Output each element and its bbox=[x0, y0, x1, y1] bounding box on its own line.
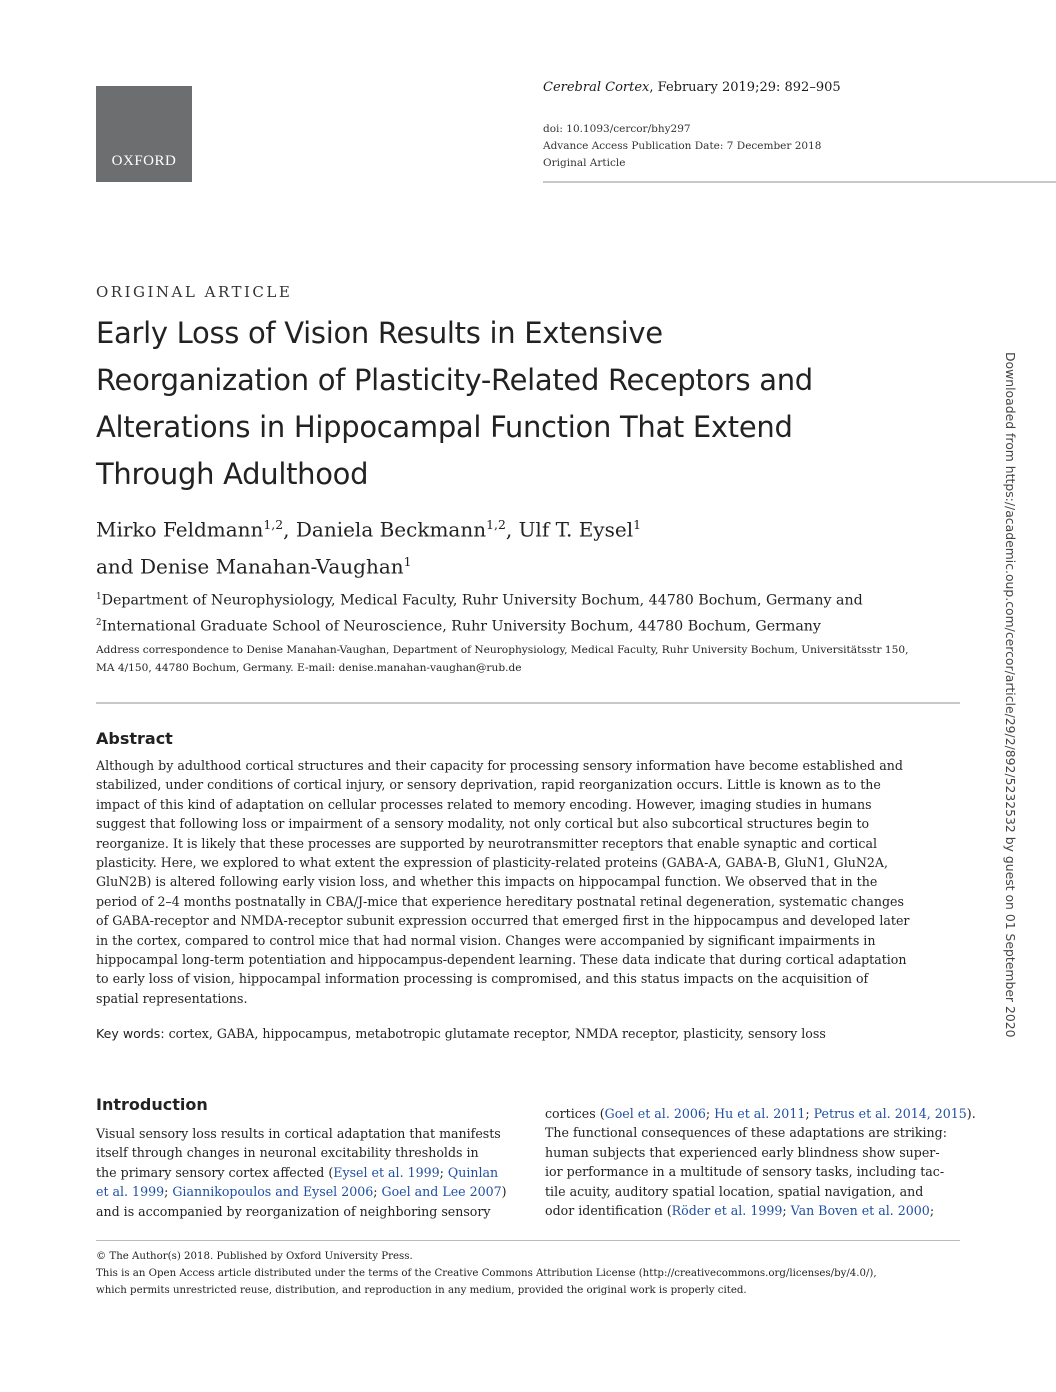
introduction-left-column bbox=[96, 1124, 507, 1221]
text-line: the primary sensory cortex affected (Eysel et al. 1999; Quinlan bbox=[96, 1164, 499, 1180]
text-line: et al. 1999; Giannikopoulos and Eysel 2006; Goel and Lee 2007) bbox=[96, 1184, 507, 1200]
author-name: and Denise Manahan-Vaughan bbox=[96, 554, 404, 579]
author-line: Mirko Feldmann$^{1,2}$, Daniela Beckmann$^{1,2}$, Ulf T. Eysel$^1$ bbox=[96, 517, 641, 542]
text-line: ior performance in a multitude of sensory tasks, including tac- bbox=[545, 1164, 945, 1180]
citation-link[interactable]: Giannikopoulos and Eysel 2006 bbox=[172, 1184, 374, 1200]
journal-citation bbox=[543, 80, 841, 95]
abstract-line: reorganize. It is likely that these processes are supported by neurotransmitter receptors that enable synaptic and cortical bbox=[96, 835, 878, 851]
text-line: Visual sensory loss results in cortical adaptation that manifests bbox=[96, 1126, 501, 1141]
author-name: Daniela Beckmann bbox=[295, 517, 487, 542]
author-name: Mirko Feldmann bbox=[96, 517, 264, 542]
oxford-logo-text: OXFORD bbox=[111, 153, 177, 169]
citation-link[interactable]: Petrus et al. 2014, 2015 bbox=[813, 1106, 967, 1121]
correspondence-line: MA 4/150, 44780 Bochum, Germany. E-mail: denise.manahan-vaughan@rub.de bbox=[96, 662, 522, 674]
affiliation: $^1$Department of Neurophysiology, Medical Faculty, Ruhr University Bochum, 44780 Bochum, Germany and bbox=[96, 592, 863, 609]
keywords-label: Key words: bbox=[96, 1026, 165, 1041]
citation-link[interactable]: Goel and Lee 2007 bbox=[381, 1184, 502, 1200]
text-line: The functional consequences of these adaptations are striking: bbox=[545, 1125, 947, 1141]
author-affil-sup: 1 bbox=[633, 517, 641, 532]
journal-name: Cerebral Cortex bbox=[543, 80, 650, 95]
abstract-rule bbox=[96, 702, 960, 704]
citation-link[interactable]: Van Boven et al. 2000 bbox=[790, 1203, 930, 1219]
author-list bbox=[96, 509, 641, 582]
introduction-heading: Introduction bbox=[96, 1095, 208, 1114]
text-line: tile acuity, auditory spatial location, spatial navigation, and bbox=[545, 1183, 924, 1199]
citation-link[interactable]: Quinlan bbox=[447, 1164, 499, 1180]
oxford-logo bbox=[96, 86, 192, 182]
abstract-line: impact of this kind of adaptation on cellular processes related to memory encoding. However, imaging studies in humans bbox=[96, 796, 872, 812]
abstract-line: period of 2–4 months postnatally in CBA/J-mice that experience hereditary postnatal retinal degeneration, systematic changes bbox=[96, 893, 904, 909]
abstract-line: suggest that following loss or impairment of a sensory modality, not only cortical but also subcortical structures begin to bbox=[96, 816, 870, 832]
abstract-line: of GABA-receptor and NMDA-receptor subunit expression occurred that emerged first in the hippocampus and developed later bbox=[96, 913, 910, 929]
doi[interactable]: doi: 10.1093/cercor/bhy297 bbox=[543, 123, 691, 135]
abstract-heading: Abstract bbox=[96, 729, 173, 748]
title-line: Alterations in Hippocampal Function That Extend bbox=[96, 410, 793, 444]
download-watermark: Downloaded from https://academic.oup.com/cercor/article/29/2/892/5232532 by guest on 01 September 2020 bbox=[1003, 352, 1018, 1038]
article-kicker: ORIGINAL ARTICLE bbox=[96, 283, 293, 301]
abstract-line: plasticity. Here, we explored to what extent the expression of plasticity-related proteins (GABA-A, GABA-B, GluN1, GluN2A, bbox=[96, 855, 889, 871]
introduction-right-column bbox=[545, 1104, 976, 1220]
abstract-line: hippocampal long-term potentiation and hippocampus-dependent learning. These data indicate that during cortical adaptation bbox=[96, 952, 907, 968]
title-line: Early Loss of Vision Results in Extensive bbox=[96, 316, 663, 350]
abstract-line: Although by adulthood cortical structures and their capacity for processing sensory information have become established and bbox=[96, 758, 903, 773]
affiliation: $^2$International Graduate School of Neuroscience, Ruhr University Bochum, 44780 Bochum, Germany bbox=[96, 617, 821, 635]
title-line: Reorganization of Plasticity-Related Receptors and bbox=[96, 363, 813, 397]
copyright-notice: © The Author(s) 2018. Published by Oxford University Press. bbox=[96, 1251, 413, 1262]
abstract-line: spatial representations. bbox=[96, 990, 248, 1006]
author-affil-sup: 1,2 bbox=[486, 517, 506, 532]
article-title bbox=[96, 310, 916, 498]
author-name: Ulf T. Eysel bbox=[518, 517, 634, 542]
header-rule bbox=[543, 181, 1056, 183]
citation-link[interactable]: et al. 1999 bbox=[96, 1184, 165, 1200]
abstract-line: stabilized, under conditions of cortical injury, or sensory deprivation, rapid reorganization occurs. Little is known as to the bbox=[96, 777, 881, 793]
license-line: This is an Open Access article distributed under the terms of the Creative Commons Attribution License (http://creativecommons.org/licenses/by/4.0/), bbox=[96, 1268, 877, 1279]
citation-link[interactable]: Hu et al. 2011 bbox=[714, 1106, 806, 1121]
text-line: cortices (Goel et al. 2006; Hu et al. 2011; Petrus et al. 2014, 2015). bbox=[545, 1106, 976, 1121]
footer-rule bbox=[96, 1240, 960, 1241]
correspondence-line: Address correspondence to Denise Manahan-Vaughan, Department of Neurophysiology, Medical Faculty, Ruhr University Bochum, Universitätsstr 150, bbox=[96, 644, 909, 656]
license-line: which permits unrestricted reuse, distribution, and reproduction in any medium, provided the original work is properly cited. bbox=[96, 1285, 747, 1296]
text-line: human subjects that experienced early blindness show super- bbox=[545, 1144, 940, 1160]
citation-link[interactable]: Goel et al. 2006 bbox=[604, 1106, 706, 1121]
text-line: odor identification (Röder et al. 1999; Van Boven et al. 2000; bbox=[545, 1203, 935, 1219]
correspondence bbox=[96, 641, 909, 677]
text-line: itself through changes in neuronal excitability thresholds in bbox=[96, 1145, 479, 1161]
abstract-body bbox=[96, 756, 909, 1008]
title-line: Through Adulthood bbox=[96, 457, 369, 491]
abstract-line: to early loss of vision, hippocampal information processing is compromised, and this status impacts on the acquisition of bbox=[96, 971, 869, 987]
abstract-line: in the cortex, compared to control mice that had normal vision. Changes were accompanied by significant impairments in bbox=[96, 932, 876, 948]
author-affil-sup: 1 bbox=[403, 553, 412, 569]
affiliations bbox=[96, 586, 863, 637]
advance-access-date: Advance Access Publication Date: 7 December 2018 bbox=[543, 140, 822, 152]
author-affil-sup: 1,2 bbox=[263, 517, 284, 532]
citation-link[interactable]: Eysel et al. 1999 bbox=[333, 1164, 440, 1180]
text-line: and is accompanied by reorganization of neighboring sensory bbox=[96, 1203, 491, 1219]
citation-link[interactable]: Röder et al. 1999 bbox=[671, 1203, 783, 1219]
article-type: Original Article bbox=[543, 157, 626, 169]
author-line bbox=[96, 546, 641, 583]
abstract-line: GluN2B) is altered following early vision loss, and whether this impacts on hippocampal function. We observed that in the bbox=[96, 874, 878, 890]
journal-issue: , February 2019;29: 892–905 bbox=[649, 80, 841, 95]
keywords-list: cortex, GABA, hippocampus, metabotropic glutamate receptor, NMDA receptor, plasticity, sensory loss bbox=[164, 1026, 826, 1041]
keywords bbox=[96, 1026, 826, 1041]
